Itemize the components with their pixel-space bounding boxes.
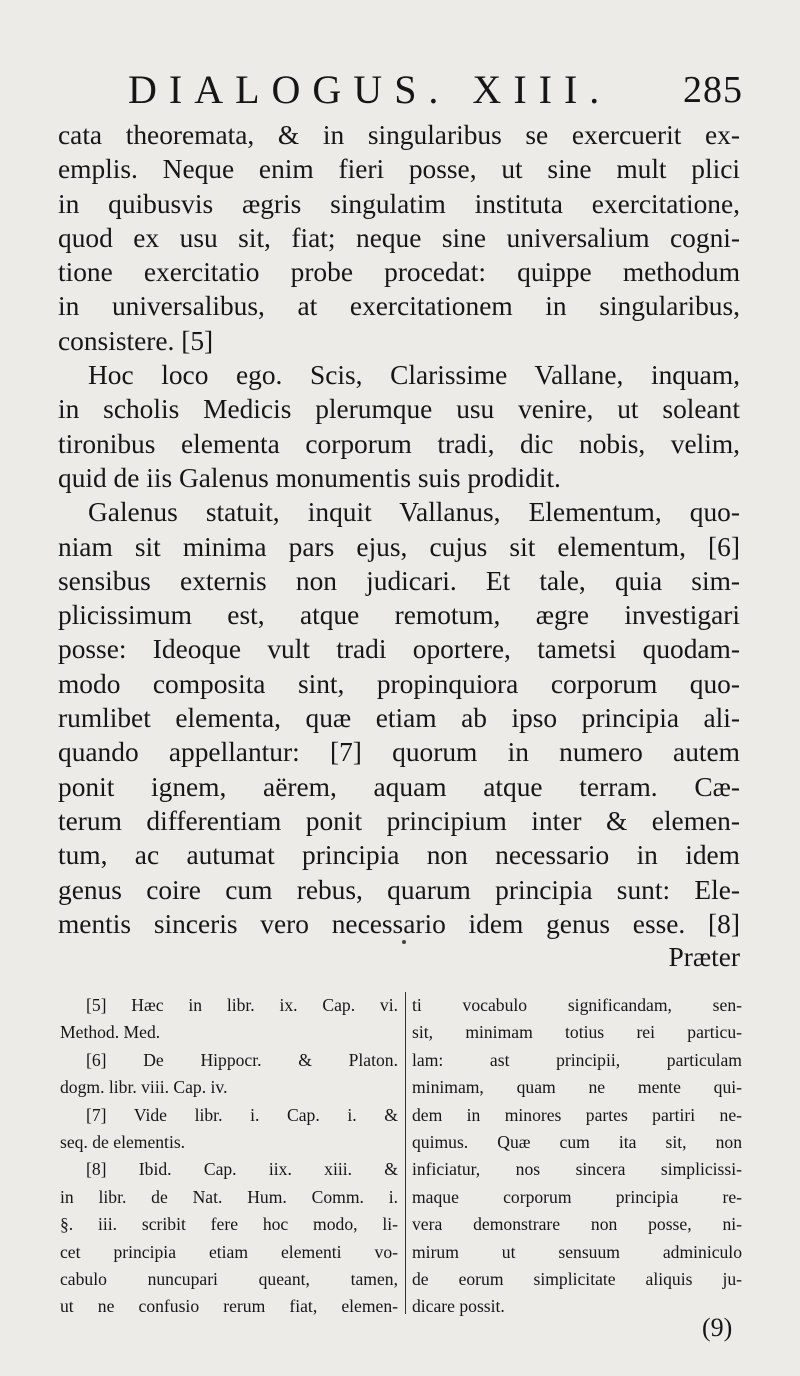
text-line: quando appellantur: [7] quorum in numero autem	[58, 737, 740, 768]
footnotes	[60, 992, 742, 1322]
footnote-line: §. iii. scribit fere hoc modo, li-	[60, 1214, 398, 1235]
text-line: consistere. [5]	[58, 325, 214, 356]
text-line: ponit ignem, aërem, aquam atque terram. Cæ-	[58, 771, 740, 802]
footnotes-right-column	[405, 992, 742, 1317]
text-line: sensibus externis non judicari. Et tale, quia sim-	[58, 565, 740, 596]
footnote-line: dem in minores partes partiri ne-	[412, 1104, 742, 1125]
footnote-line: dogm. libr. viii. Cap. iv.	[60, 1077, 228, 1098]
footnote-line: dicare possit.	[412, 1296, 505, 1317]
footnote-line: quimus. Quæ cum ita sit, non	[412, 1132, 742, 1153]
text-line: in universalibus, at exercitationem in singularibus,	[58, 291, 740, 322]
text-line: posse: Ideoque vult tradi oportere, tametsi quodam-	[58, 634, 740, 665]
page-number: 285	[683, 69, 743, 111]
text-line: modo composita sint, propinquiora corporum quo-	[58, 668, 740, 699]
footnote-line: [7] Vide libr. i. Cap. i. &	[86, 1104, 398, 1125]
footnote-line: ti vocabulo significandam, sen-	[412, 995, 742, 1015]
footnote-line: inficiatur, nos sincera simplicissi-	[412, 1159, 742, 1180]
text-line: emplis. Neque enim fieri posse, ut sine mult plici	[58, 154, 740, 185]
footnote-line: lam: ast principii, particulam	[412, 1049, 742, 1070]
text-line: tum, ac autumat principia non necessario in idem	[58, 840, 740, 871]
footnote-line: maque corporum principia re-	[412, 1186, 742, 1207]
text-line: terum differentiam ponit principium inter & elemen-	[58, 805, 740, 836]
footnote-line: cet principia etiam elementi vo-	[60, 1241, 398, 1262]
text-line: rumlibet elementa, quæ etiam ab ipso principia ali-	[58, 703, 740, 734]
text-line: quid de iis Galenus monumentis suis prodidit.	[58, 462, 561, 493]
text-line: tironibus elementa corporum tradi, dic nobis, velim,	[58, 428, 740, 459]
text-line: in scholis Medicis plerumque usu venire, ut soleant	[58, 394, 740, 425]
text-line: plicissimum est, atque remotum, ægre investigari	[58, 600, 740, 631]
footnote-line: sit, minimam totius rei particu-	[412, 1022, 742, 1043]
running-header	[128, 60, 743, 120]
footnote-line: Method. Med.	[60, 1022, 161, 1043]
text-line: in quibusvis ægris singulatim instituta exercitatione,	[58, 188, 740, 219]
footnote-line: ut ne confusio rerum fiat, elemen-	[60, 1296, 398, 1317]
footnote-line: seq. de elementis.	[60, 1132, 186, 1153]
footnote-line: cabulo nuncupari queant, tamen,	[60, 1269, 398, 1290]
footnotes-left-column	[60, 992, 398, 1321]
text-line: genus coire cum rebus, quarum principia sunt: Ele-	[58, 874, 740, 905]
text-line: mentis sinceris vero necessario idem genus esse. [8]	[58, 908, 740, 939]
footnote-line: mirum ut sensuum adminiculo	[412, 1241, 742, 1262]
text-line: niam sit minima pars ejus, cujus sit elementum, [6]	[58, 531, 740, 562]
footnote-line: [6] De Hippocr. & Platon.	[86, 1049, 398, 1070]
running-title: DIALOGUS. XIII.	[128, 67, 612, 112]
footnote-line: minimam, quam ne mente qui-	[412, 1077, 742, 1098]
footnote-line: [5] Hæc in libr. ix. Cap. vi.	[86, 995, 398, 1015]
footnote-line: vera demonstrare non posse, ni-	[412, 1214, 742, 1235]
text-line: Galenus statuit, inquit Vallanus, Elementum, quo-	[88, 497, 740, 528]
text-line: Hoc loco ego. Scis, Clarissime Vallane, inquam,	[88, 360, 740, 391]
signature-mark: (9)	[702, 1313, 733, 1342]
ink-dot	[402, 940, 406, 944]
footnote-line: [8] Ibid. Cap. iix. xiii. &	[86, 1159, 398, 1180]
text-line: tione exercitatio probe procedat: quippe methodum	[58, 257, 740, 288]
text-line: quod ex usu sit, fiat; neque sine universalium cogni-	[58, 222, 740, 253]
text-line: cata theoremata, & in singularibus se exercuerit ex-	[58, 120, 740, 150]
catchword: Præter	[668, 942, 740, 972]
main-text	[58, 118, 740, 941]
footnote-line: de eorum simplicitate aliquis ju-	[412, 1269, 742, 1290]
footnote-line: in libr. de Nat. Hum. Comm. i.	[60, 1186, 398, 1207]
